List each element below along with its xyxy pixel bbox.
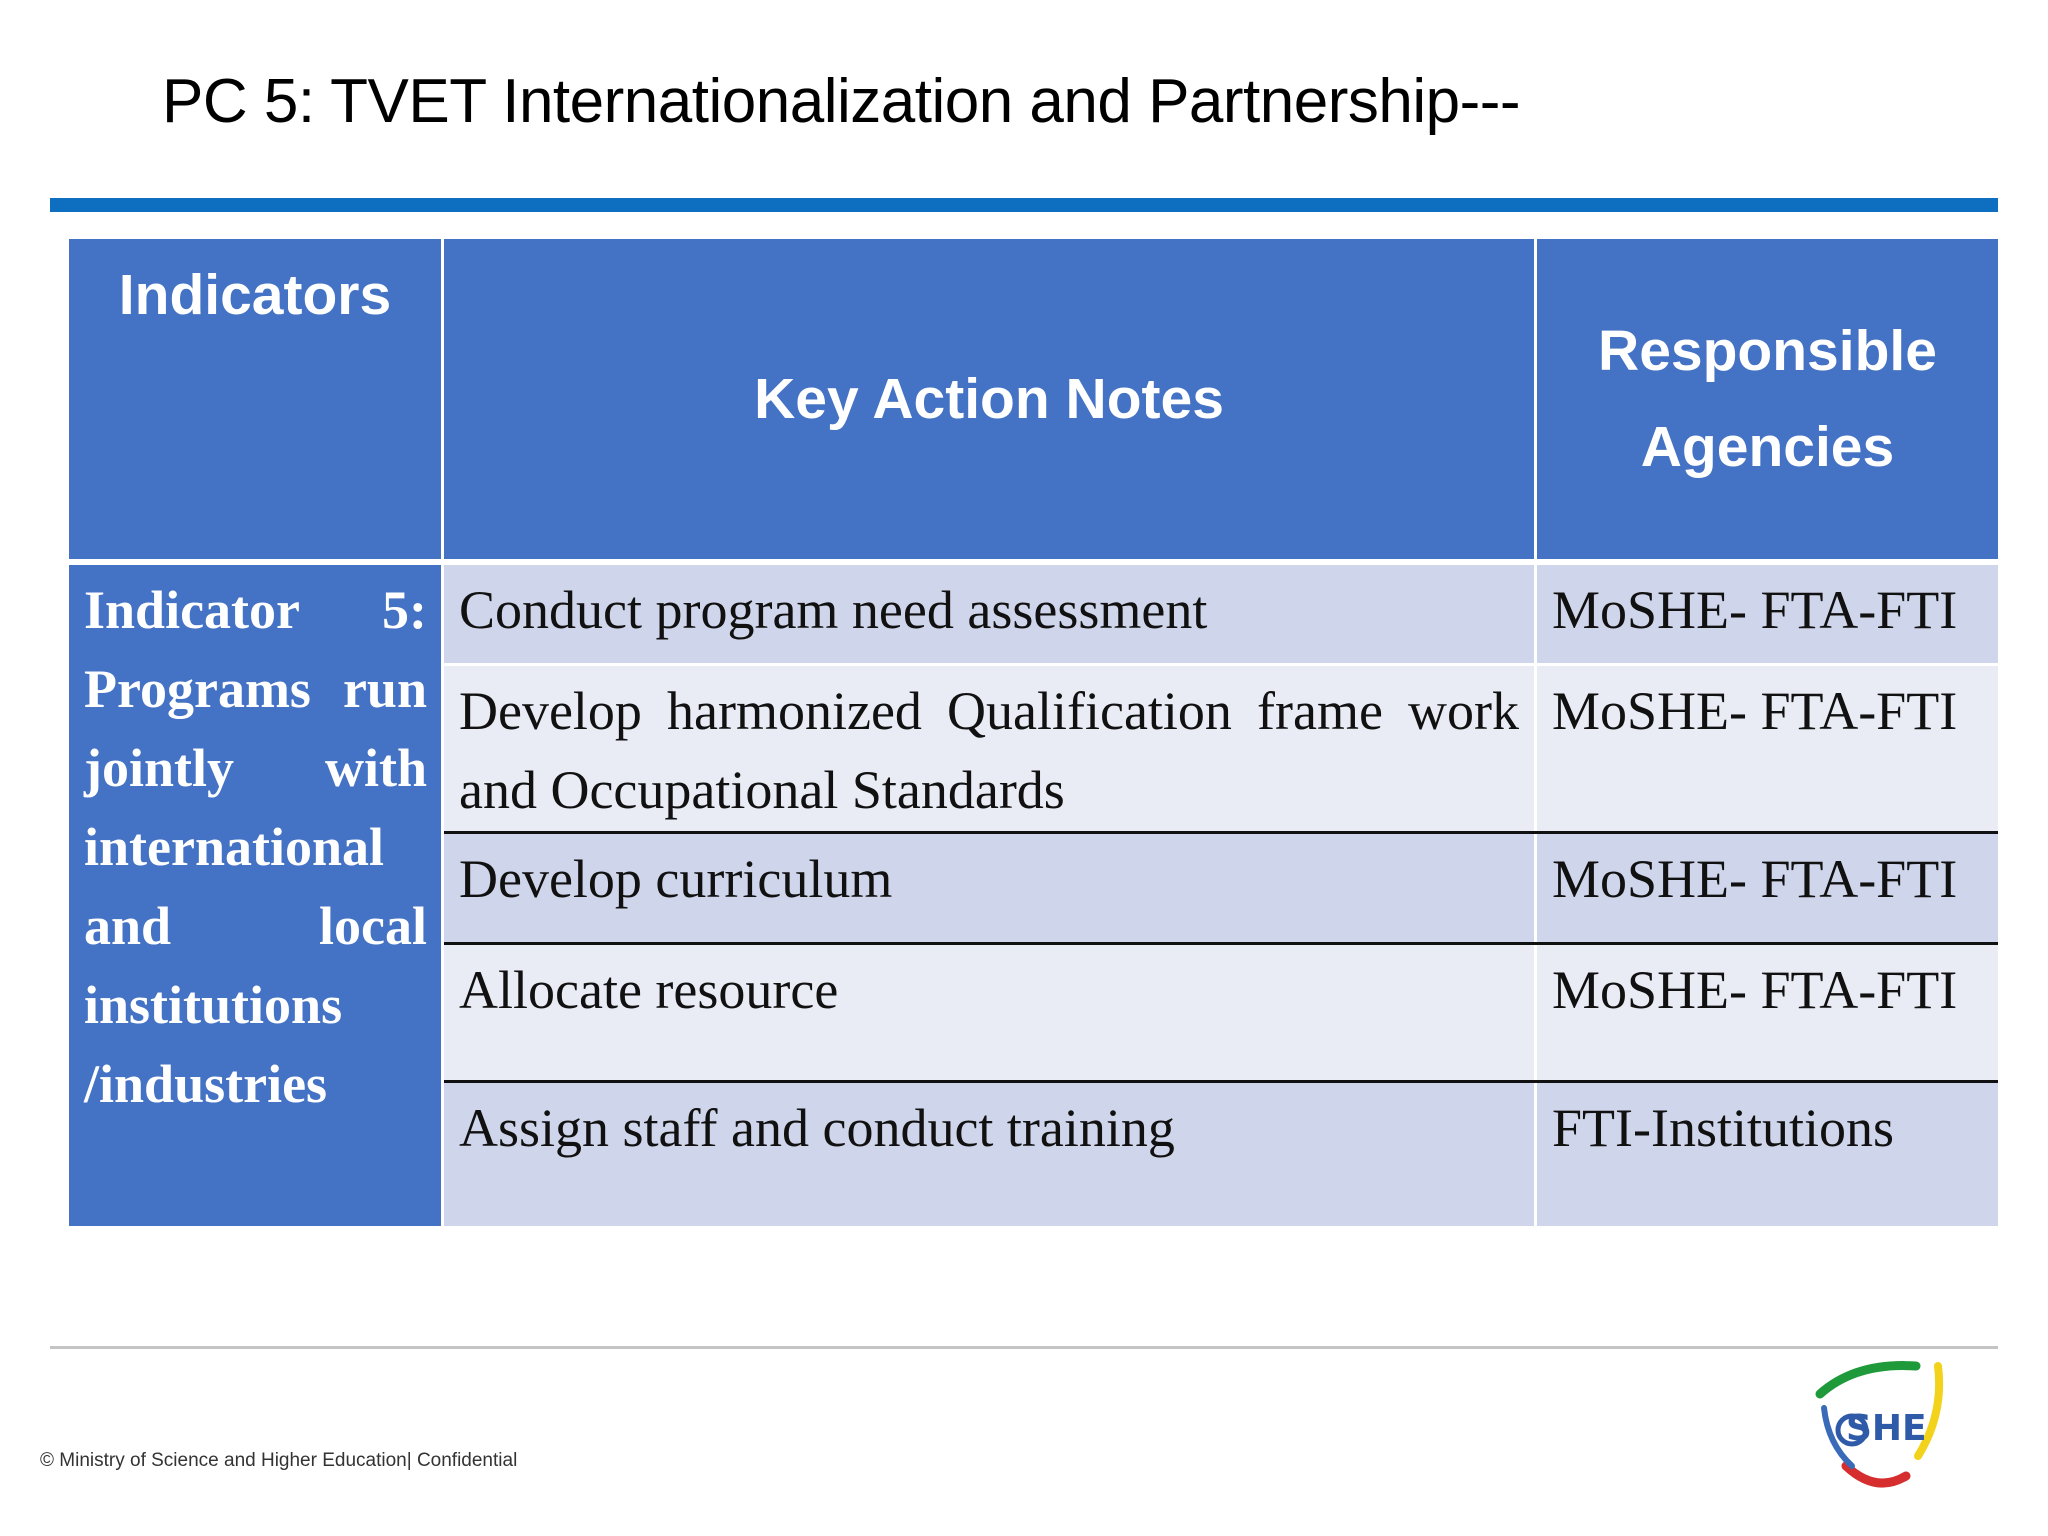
slide-title: PC 5: TVET Internationalization and Partnership--- (162, 67, 1521, 136)
title-rule (50, 198, 1998, 212)
table-row-2-agency (1537, 666, 1998, 831)
header-key-action-notes (444, 239, 1534, 559)
header-indicators (69, 239, 441, 559)
action-text: Conduct program need assessment (459, 580, 1208, 640)
action-table (69, 239, 1998, 1226)
action-text: Develop harmonized Qualification frame work and Occupational Standards (459, 681, 1519, 820)
table-row-5-agency (1537, 1083, 1998, 1226)
indicator-cell (69, 565, 441, 1226)
agency-text: MoSHE- FTA-FTI (1552, 681, 1958, 741)
table-row-3-action (444, 834, 1534, 944)
agency-text: MoSHE- FTA-FTI (1552, 580, 1958, 640)
table-row-5-action (444, 1083, 1534, 1226)
agency-text: MoSHE- FTA-FTI (1552, 849, 1958, 909)
table-row-1-agency (1537, 565, 1998, 663)
she-logo-icon (1806, 1354, 1966, 1504)
logo-text: SHE (1846, 1408, 1927, 1449)
table-row-1-action (444, 565, 1534, 663)
ministry-logo (1806, 1354, 1966, 1504)
table-row-3-agency (1537, 834, 1998, 944)
indicator-text: Indicator 5: Programs run jointly with international and local institutions /industries (84, 580, 427, 1114)
header-indicators-label: Indicators (118, 263, 392, 327)
table-row-4-action (444, 945, 1534, 1082)
header-agencies-label: Responsible Agencies (1598, 319, 1937, 479)
header-responsible-agencies (1537, 239, 1998, 559)
footer-rule (50, 1346, 1998, 1349)
action-text: Develop curriculum (459, 849, 893, 909)
row-divider (444, 942, 1998, 945)
row-divider (444, 831, 1998, 834)
footer-copyright: © Ministry of Science and Higher Education| Confidential (40, 1450, 518, 1471)
agency-text: FTI-Institutions (1552, 1098, 1895, 1158)
row-divider (444, 1080, 1998, 1083)
action-text: Assign staff and conduct training (459, 1098, 1175, 1158)
action-text: Allocate resource (459, 960, 839, 1020)
table-row-2-action (444, 666, 1534, 831)
agency-text: MoSHE- FTA-FTI (1552, 960, 1958, 1020)
header-key-action-label: Key Action Notes (754, 367, 1224, 431)
table-row-4-agency (1537, 945, 1998, 1082)
